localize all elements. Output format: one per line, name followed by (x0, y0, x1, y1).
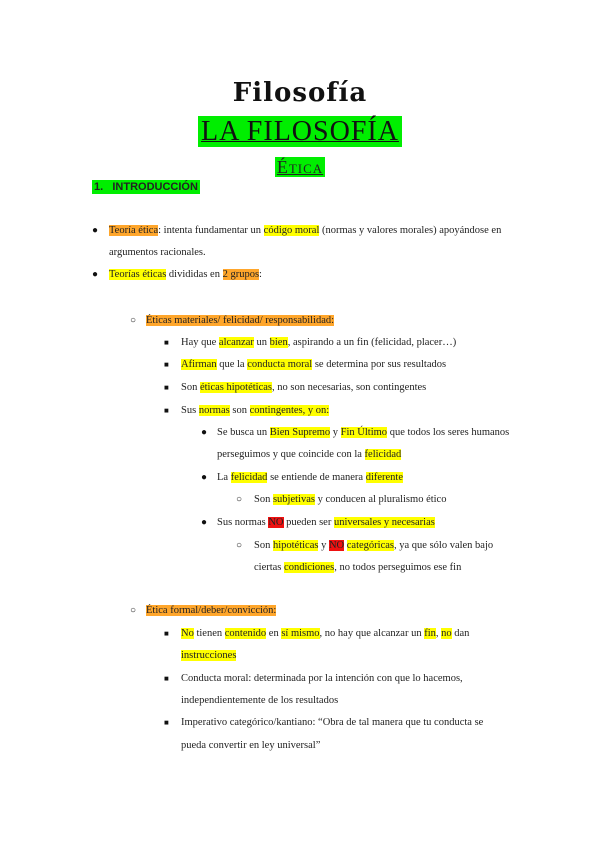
list-item (181, 381, 426, 394)
text-segment: y conducen al pluralismo ético (314, 494, 447, 505)
text-segment: Son (254, 540, 273, 551)
list-item (181, 404, 329, 417)
text-segment: Imperativo categórico/kantiano: “Obra de tal manera que tu conducta se (181, 717, 484, 728)
highlighted-text: alcanzar (218, 337, 254, 348)
section-title: INTRODUCCIÓN (112, 181, 198, 193)
bullet-square: ■ (164, 629, 169, 638)
text-segment: , no todos perseguimos ese fin (334, 562, 462, 573)
list-item-etica-formal (146, 604, 276, 617)
bullet-circle: ○ (236, 494, 243, 505)
highlighted-text: Ética formal/deber/convicción: (146, 605, 277, 616)
topic-text: Ética (276, 157, 324, 177)
highlighted-text: fin (424, 628, 436, 639)
text-segment: pueden ser (283, 517, 334, 528)
highlighted-text: felicidad (364, 449, 402, 460)
bullet-square: ■ (164, 718, 169, 727)
list-item (181, 358, 446, 371)
bullet-dot: ● (92, 269, 99, 280)
text-segment: argumentos racionales. (109, 247, 206, 258)
list-item-continuation (181, 739, 320, 752)
list-item-continuation (254, 561, 461, 574)
list-item-continuation (181, 649, 236, 662)
text-segment: perseguimos y que coincide con la (217, 449, 365, 460)
highlighted-text: hipotéticas (272, 540, 319, 551)
text-segment: , (435, 628, 442, 639)
highlighted-text: subjetivas (272, 494, 315, 505)
list-item (254, 493, 446, 506)
bullet-circle: ○ (130, 605, 137, 616)
text-segment: se determina por sus resultados (312, 359, 447, 370)
text-segment: , no son necesarias, son contingentes (271, 382, 427, 393)
highlighted-text: Teoría ética (109, 225, 159, 236)
text-segment: , aspirando a un fin (felicidad, placer…) (287, 337, 457, 348)
list-item (181, 627, 469, 640)
bullet-square: ■ (164, 674, 169, 683)
highlighted-text: no (441, 628, 452, 639)
highlighted-text: sí mismo (281, 628, 320, 639)
topic-title (0, 157, 600, 178)
text-segment: dan (451, 628, 470, 639)
section-number: 1. (94, 181, 104, 193)
bullet-square: ■ (164, 360, 169, 369)
highlighted-text: NO (268, 517, 284, 528)
list-item (181, 336, 456, 349)
list-item (217, 471, 403, 484)
highlighted-text: 2 grupos (222, 269, 260, 280)
text-segment: independientemente de los resultados (181, 695, 339, 706)
text-segment: son (229, 405, 250, 416)
bullet-square: ■ (164, 406, 169, 415)
highlighted-text: Bien Supremo (269, 427, 331, 438)
bullet-circle: ○ (130, 315, 137, 326)
list-item-continuation (217, 448, 401, 461)
text-segment: divididas en (166, 269, 223, 280)
section-heading (92, 181, 200, 193)
list-item (254, 539, 493, 552)
text-segment: en (266, 628, 282, 639)
bullet-dot: ● (201, 517, 208, 528)
list-item-eticas-materiales (146, 314, 334, 327)
highlighted-text: categóricas (346, 540, 394, 551)
text-segment: Conducta moral: determinada por la intención con que lo hacemos, (181, 673, 463, 684)
text-segment: que todos los seres humanos (387, 427, 510, 438)
highlighted-text: bien (269, 337, 288, 348)
bullet-square: ■ (164, 383, 169, 392)
text-segment: tienen (193, 628, 225, 639)
document-subtitle (0, 116, 600, 148)
list-item (217, 426, 509, 439)
text-segment: Sus normas (217, 517, 269, 528)
highlighted-text: contingentes, y on: (249, 405, 330, 416)
list-item (181, 672, 463, 685)
text-segment: : (259, 269, 262, 280)
highlighted-text: contenido (224, 628, 267, 639)
highlighted-text: normas (198, 405, 230, 416)
text-segment: , ya que sólo valen bajo (394, 540, 494, 551)
bullet-dot: ● (201, 427, 208, 438)
highlighted-text: Afirman (181, 359, 217, 370)
highlighted-text: Éticas materiales/ felicidad/ responsabilidad: (146, 315, 335, 326)
highlighted-text: universales y necesarias (333, 517, 435, 528)
list-item-teorias-eticas (109, 268, 262, 281)
text-segment: que la (216, 359, 248, 370)
list-item-continuation (181, 694, 338, 707)
highlighted-text: No (181, 628, 194, 639)
text-segment: pueda convertir en ley universal” (181, 740, 321, 751)
highlighted-text: condiciones (284, 562, 335, 573)
highlighted-text: Teorías éticas (109, 269, 167, 280)
text-segment: (normas y valores morales) apoyándose en (319, 225, 502, 236)
list-item (217, 516, 435, 529)
text-segment: Son (254, 494, 273, 505)
highlighted-text: éticas hipotéticas (199, 382, 272, 393)
text-segment: y (330, 427, 341, 438)
text-segment: Se busca un (217, 427, 270, 438)
highlighted-text: NO (328, 540, 345, 551)
text-segment: : intenta fundamentar un (158, 225, 264, 236)
bullet-dot: ● (201, 472, 208, 483)
text-segment: Son (181, 382, 200, 393)
list-item (181, 716, 483, 729)
bullet-dot: ● (92, 225, 99, 236)
text-segment: Hay que (181, 337, 219, 348)
text-segment: , no hay que alcanzar un (319, 628, 425, 639)
highlighted-text: Fin Último (340, 427, 388, 438)
highlighted-text: conducta moral (247, 359, 313, 370)
text-segment: Sus (181, 405, 199, 416)
highlighted-text: código moral (263, 225, 320, 236)
list-item-continuation (109, 246, 206, 259)
bullet-circle: ○ (236, 540, 243, 551)
text-segment: un (253, 337, 270, 348)
text-segment: y (318, 540, 329, 551)
page-title: Filosofía (232, 78, 368, 108)
bullet-square: ■ (164, 338, 169, 347)
highlighted-text: felicidad (230, 472, 268, 483)
highlighted-text: diferente (365, 472, 403, 483)
text-segment: se entiende de manera (267, 472, 366, 483)
highlighted-text: instrucciones (181, 650, 237, 661)
subtitle-text: LA FILOSOFÍA (198, 116, 402, 147)
text-segment: ciertas (254, 562, 285, 573)
section-heading-highlight (92, 180, 200, 194)
list-item-teoria-etica (109, 224, 501, 237)
text-segment: La (217, 472, 231, 483)
